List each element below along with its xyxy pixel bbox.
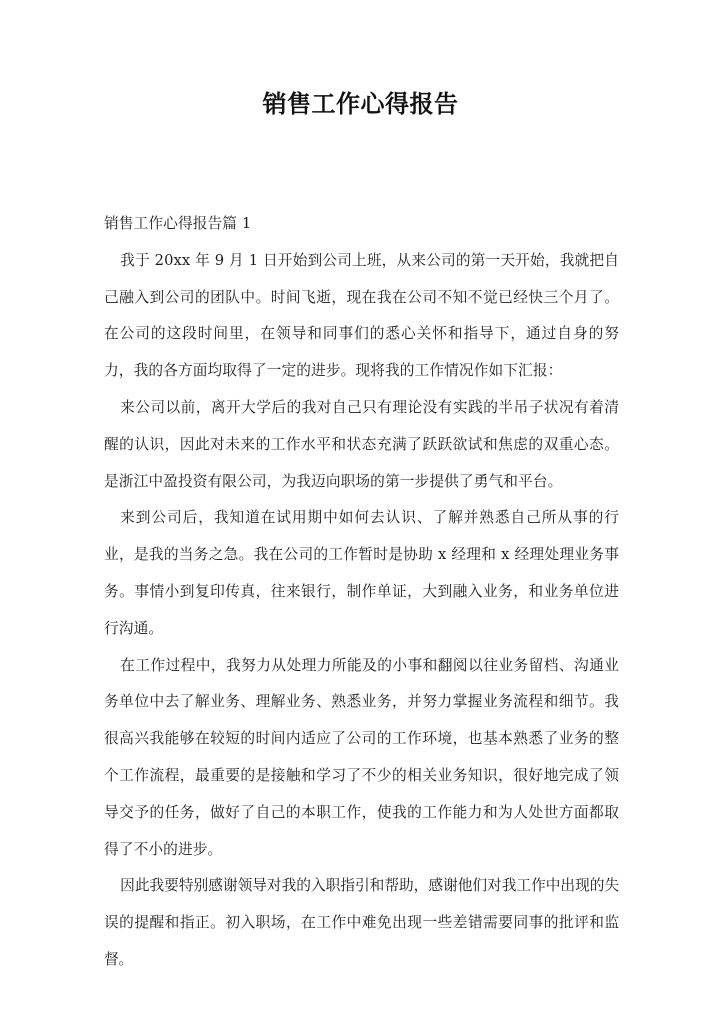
document-title: 销售工作心得报告 <box>262 89 459 118</box>
paragraph: 来到公司后，我知道在试用期中如何去认识、了解并熟悉自己所从事的行业，是我的当务之急。我在公司的工作暂时是协助 x 经理和 x 经理处理业务事务。事情小到复印传真，往来银行，制作单证，大到融入业务，和业务单位进行沟通。 <box>104 509 619 637</box>
section-heading: 销售工作心得报告篇 1 <box>104 215 252 232</box>
paragraph: 在工作过程中，我努力从处理力所能及的小事和翻阅以往业务留档、沟通业务单位中去了解业务、理解业务、熟悉业务，并努力掌握业务流程和细节。我很高兴我能够在较短的时间内适应了公司的工作环境，也基本熟悉了业务的整个工作流程，最重要的是接触和学习了不少的相关业务知识，很好地完成了领导交予的任务，做好了自己的本职工作，使我的工作能力和为人处世方面都取得了不小的进步。 <box>104 656 619 858</box>
paragraph: 我于 20xx 年 9 月 1 日开始到公司上班，从来公司的第一天开始，我就把自己融入到公司的团队中。时间飞逝，现在我在公司不知不觉已经快三个月了。在公司的这段时间里，在领导和同事们的悉心关怀和指导下，通过自身的努力，我的各方面均取得了一定的进步。现将我的工作情况作如下汇报： <box>104 251 619 380</box>
document-body <box>104 206 619 979</box>
paragraph: 来公司以前，离开大学后的我对自己只有理论没有实践的半吊子状况有着清醒的认识，因此对未来的工作水平和状态充满了跃跃欲试和焦虑的双重心态。是浙江中盈投资有限公司，为我迈向职场的第一步提供了勇气和平台。 <box>104 398 619 490</box>
paragraph: 因此我要特别感谢领导对我的入职指引和帮助，感谢他们对我工作中出现的失误的提醒和指正。初入职场，在工作中难免出现一些差错需要同事的批评和监督。 <box>104 877 619 968</box>
